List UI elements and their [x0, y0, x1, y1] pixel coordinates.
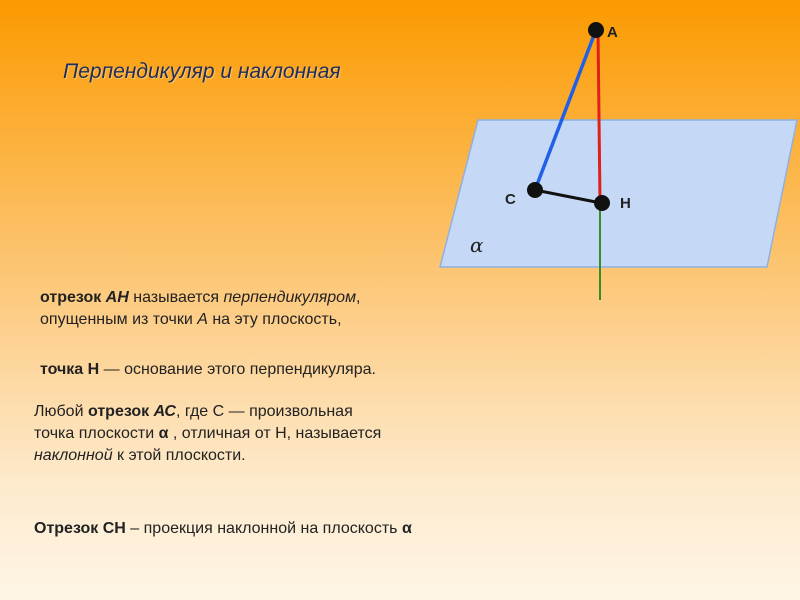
- point-C: [527, 182, 543, 198]
- term-segment: отрезок: [40, 289, 102, 306]
- label-H: H: [620, 195, 631, 212]
- term-inclined: наклонной: [34, 447, 113, 464]
- term-perpendicular: перпендикуляром: [223, 289, 357, 306]
- point-A: [588, 22, 604, 38]
- definition-projection: Отрезок СН – проекция наклонной на плоскость α: [34, 520, 412, 537]
- segment-AH: АН: [105, 289, 129, 306]
- plane-alpha: [440, 120, 797, 267]
- perpendicular-AH: [598, 30, 600, 203]
- definition-inclined: Любой отрезок АС, где С — произвольная точка плоскости α , отличная от Н, называется наклонной к этой плоскости.: [34, 403, 382, 464]
- label-A: A: [607, 24, 618, 41]
- plane-label-alpha: α: [470, 233, 484, 257]
- page-title: Перпендикуляр и наклонная: [63, 60, 341, 83]
- segment-AC: АС: [153, 403, 176, 420]
- definition-foot: точка Н — основание этого перпендикуляра.: [40, 361, 376, 378]
- point-A-ref: А: [197, 311, 208, 328]
- definition-perpendicular: отрезок АН называется перпендикуляром, опущенным из точки А на эту плоскость,: [40, 289, 361, 328]
- label-C: C: [505, 191, 516, 208]
- point-H: [594, 195, 610, 211]
